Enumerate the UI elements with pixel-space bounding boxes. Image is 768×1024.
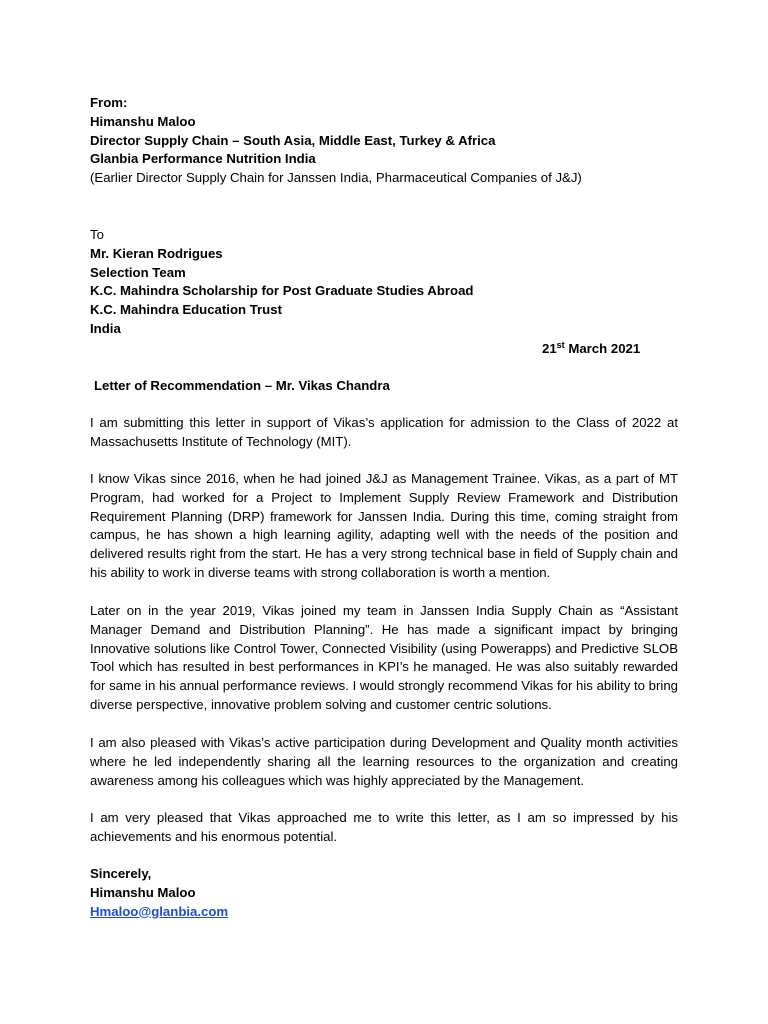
letter-date xyxy=(542,340,640,359)
from-label: From: xyxy=(90,95,128,110)
recipient-block xyxy=(90,226,678,339)
sender-name: Himanshu Maloo xyxy=(90,113,196,129)
date-day: 21 xyxy=(542,341,557,356)
recipient-org: K.C. Mahindra Education Trust xyxy=(90,302,282,318)
date-rest: March 2021 xyxy=(564,341,641,356)
date-suffix: st xyxy=(556,340,565,350)
recipient-team: Selection Team xyxy=(90,264,186,280)
signature-block xyxy=(90,865,678,921)
to-label: To xyxy=(90,227,104,242)
paragraph-background: I know Vikas since 2016, when he had joined J&J as Management Trainee. Vikas, as a part of MT Program, had worked for a Project to Implement Supply Review Framework and Distribution Requirement Planning (DRP) framework for Janssen India. During this time, coming straight from campus, he has shown a high learning agility, adapting well with the needs of the position and delivered results right from the start. He has a very strong technical base in field of Supply chain and his ability to work in diverse teams with strong collaboration is worth a mention. xyxy=(90,471,678,580)
paragraph-participation: I am also pleased with Vikas’s active participation during Development and Quality month activities where he led independently sharing all the learning resources to the organization and creating awareness among his colleagues which was highly appreciated by the Management. xyxy=(90,735,678,788)
recipient-program: K.C. Mahindra Scholarship for Post Graduate Studies Abroad xyxy=(90,283,474,299)
paragraph-achievements: Later on in the year 2019, Vikas joined my team in Janssen India Supply Chain as “Assistant Manager Demand and Distribution Planning”. He has made a significant impact by bringing Innovative solutions like Control Tower, Connected Visibility (using Powerapps) and Predictive SLOB Tool which has resulted in best performances in KPI’s he managed. He was also suitably rewarded for same in his annual performance reviews. I would strongly recommend Vikas for his ability to bring diverse perspective, innovative problem solving and customer centric solutions. xyxy=(90,603,678,712)
sender-note: (Earlier Director Supply Chain for Janssen India, Pharmaceutical Companies of J&J) xyxy=(90,170,582,186)
recipient-name: Mr. Kieran Rodrigues xyxy=(90,245,223,261)
email-link[interactable]: Hmaloo@glanbia.com xyxy=(90,903,229,919)
sender-company: Glanbia Performance Nutrition India xyxy=(90,151,316,167)
closing-salutation: Sincerely, xyxy=(90,866,152,881)
signature-name: Himanshu Maloo xyxy=(90,884,196,900)
letter-subject: Letter of Recommendation – Mr. Vikas Chandra xyxy=(94,378,390,393)
paragraph-intro: I am submitting this letter in support of Vikas’s application for admission to the Class of 2022 at Massachusetts Institute of Technology (MIT). xyxy=(90,415,678,449)
sender-title: Director Supply Chain – South Asia, Middle East, Turkey & Africa xyxy=(90,132,496,148)
sender-block xyxy=(90,94,678,188)
paragraph-closing: I am very pleased that Vikas approached me to write this letter, as I am so impressed by his achievements and his enormous potential. xyxy=(90,810,678,844)
recipient-country: India xyxy=(90,320,121,336)
